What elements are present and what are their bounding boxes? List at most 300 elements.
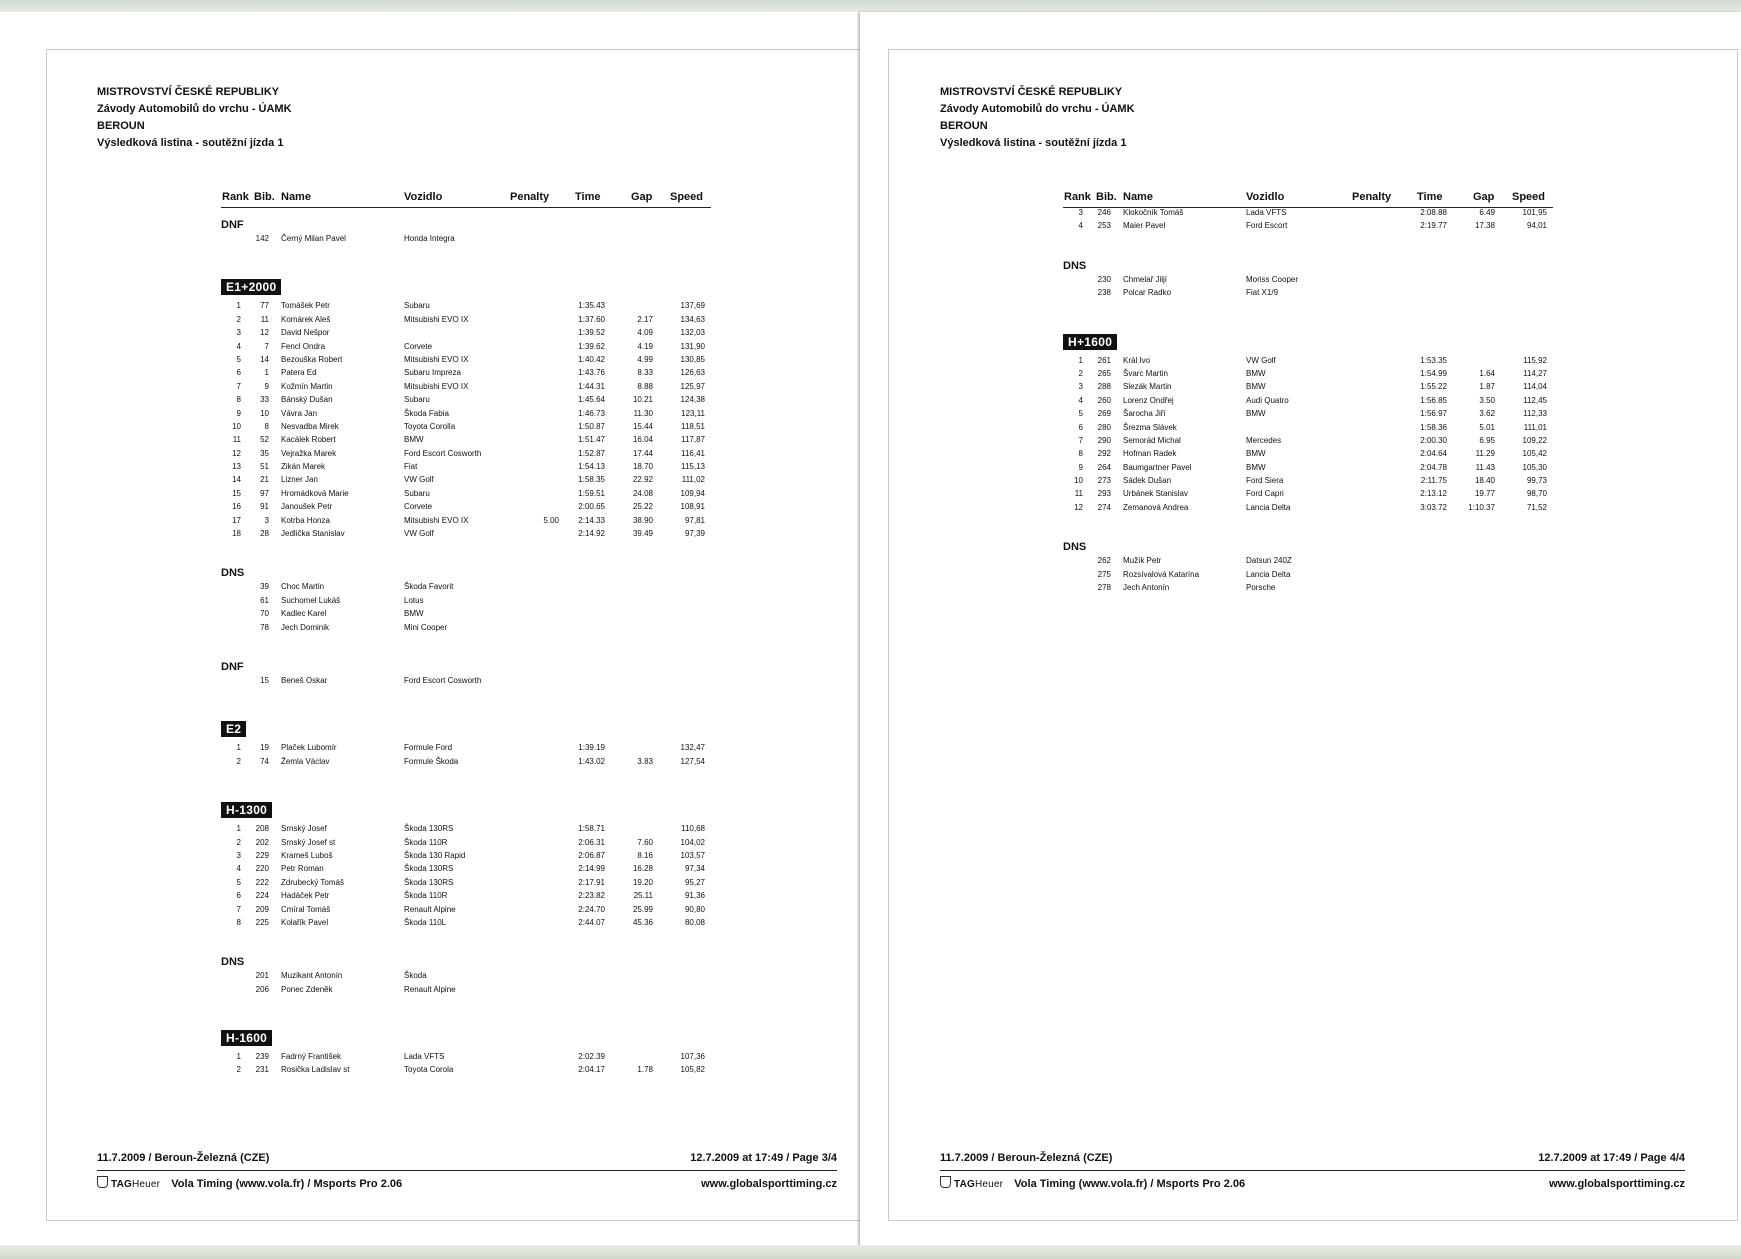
bib-cell: 275 — [1097, 569, 1111, 579]
time-cell: 1:43.02 — [578, 756, 605, 766]
scan-background-bottom — [0, 1245, 1741, 1259]
vehicle-cell: Renault Alpine — [404, 904, 456, 914]
table-row — [221, 368, 711, 381]
vehicle-cell: Subaru — [404, 395, 430, 405]
speed-cell: 105,42 — [1522, 449, 1547, 459]
name-cell: Baumgartner Pavel — [1123, 462, 1192, 472]
status-heading: DNF — [221, 660, 244, 673]
name-cell: Kadlec Karel — [281, 609, 327, 619]
table-row — [1063, 382, 1553, 395]
table-row — [1063, 369, 1553, 382]
table-row — [221, 516, 711, 529]
name-cell: Zemanová Andrea — [1123, 502, 1189, 512]
bib-cell: 8 — [264, 421, 269, 431]
table-row — [221, 234, 711, 247]
time-cell: 2:19.77 — [1420, 221, 1447, 231]
table-row — [221, 382, 711, 395]
col-speed: Speed — [1512, 191, 1546, 203]
bib-cell: 224 — [255, 891, 269, 901]
name-cell: Hofman Radek — [1123, 449, 1177, 459]
col-time: Time — [1417, 191, 1443, 203]
footer-event-date: 11.7.2009 / Beroun-Železná (CZE) — [940, 1152, 1113, 1164]
footer-rule — [940, 1170, 1685, 1171]
table-row — [1063, 275, 1553, 288]
speed-cell: 112,45 — [1523, 395, 1547, 405]
time-cell: 2:14.33 — [578, 515, 605, 525]
col-rank: Rank — [222, 191, 249, 203]
rank-cell: 5 — [1078, 409, 1083, 419]
bib-cell: 19 — [260, 743, 269, 753]
time-cell: 2:44.07 — [578, 917, 605, 927]
rank-cell: 3 — [1078, 382, 1083, 392]
gap-cell: 1:10.37 — [1468, 502, 1495, 512]
bib-cell: 209 — [255, 904, 269, 914]
vehicle-cell: Ford Escort — [1246, 221, 1288, 231]
table-row — [221, 743, 711, 756]
block-spacer — [221, 636, 711, 650]
speed-cell: 115,13 — [681, 462, 705, 472]
event-title: Závody Automobilů do vrchu - ÚAMK — [940, 103, 1135, 115]
name-cell: Ponec Zdeněk — [281, 984, 333, 994]
table-row — [221, 905, 711, 918]
name-cell: Suchomel Lukáš — [281, 595, 341, 605]
table-row — [1063, 436, 1553, 449]
table-row — [221, 449, 711, 462]
gap-cell: 11.43 — [1475, 462, 1495, 472]
class-badge: H+1600 — [1063, 334, 1117, 350]
time-cell: 1:37.60 — [578, 314, 605, 324]
col-vehicle: Vozidlo — [1246, 191, 1285, 203]
block-spacer — [1063, 235, 1553, 249]
time-cell: 2:14.99 — [578, 864, 605, 874]
bib-cell: 97 — [260, 488, 269, 498]
bib-cell: 52 — [260, 435, 269, 445]
results-title: Výsledková listina - soutěžní jízda 1 — [97, 137, 284, 149]
speed-cell: 110,68 — [681, 824, 705, 834]
speed-cell: 112,33 — [1523, 409, 1547, 419]
table-row — [1063, 396, 1553, 409]
vehicle-cell: Ford Siera — [1246, 476, 1284, 486]
vehicle-cell: Toyota Corola — [404, 1065, 454, 1075]
gap-cell: 18.70 — [632, 462, 653, 472]
gap-cell: 45.36 — [632, 917, 653, 927]
time-cell: 2:11.75 — [1420, 476, 1447, 486]
rank-cell: 1 — [236, 824, 241, 834]
table-row — [221, 623, 711, 636]
vehicle-cell: Mitsubishi EVO IX — [404, 354, 469, 364]
rank-cell: 11 — [232, 435, 241, 445]
time-cell: 1:39.19 — [578, 743, 605, 753]
gap-cell: 8.16 — [637, 850, 653, 860]
bib-cell: 12 — [260, 328, 269, 338]
vehicle-cell: Škoda 110L — [404, 917, 447, 927]
vehicle-cell: BMW — [1246, 462, 1266, 472]
rank-cell: 1 — [236, 301, 241, 311]
rank-cell: 1 — [236, 743, 241, 753]
bib-cell: 201 — [255, 971, 269, 981]
name-cell: Vávra Jan — [281, 408, 318, 418]
vehicle-cell: Corvete — [404, 502, 433, 512]
rank-cell: 10 — [1074, 476, 1083, 486]
rank-cell: 6 — [236, 891, 241, 901]
table-row — [1063, 503, 1553, 516]
table-row — [1063, 409, 1553, 422]
bib-cell: 35 — [260, 448, 269, 458]
bib-cell: 261 — [1097, 355, 1111, 365]
bib-cell: 262 — [1097, 556, 1111, 566]
table-row — [221, 395, 711, 408]
results-page-3 — [0, 12, 873, 1247]
gap-cell: 3.83 — [637, 756, 653, 766]
gap-cell: 8.33 — [637, 368, 653, 378]
table-row — [1063, 221, 1553, 234]
table-row — [221, 864, 711, 877]
col-gap: Gap — [1473, 191, 1495, 203]
table-row — [221, 342, 711, 355]
status-heading: DNS — [1063, 259, 1087, 272]
vehicle-cell: Lancia Delta — [1246, 569, 1291, 579]
event-location: BEROUN — [97, 120, 145, 132]
time-cell: 1:50.87 — [578, 421, 605, 431]
speed-cell: 105,82 — [680, 1065, 705, 1075]
bib-cell: 91 — [260, 502, 269, 512]
bib-cell: 260 — [1097, 395, 1111, 405]
name-cell: Mužík Petr — [1123, 556, 1162, 566]
name-cell: Kolařík Pavel — [281, 917, 329, 927]
speed-cell: 103,57 — [680, 850, 705, 860]
name-cell: Slezák Martin — [1123, 382, 1172, 392]
page-header — [940, 84, 1135, 152]
bib-cell: 74 — [260, 756, 269, 766]
vehicle-cell: Toyota Corolla — [404, 421, 456, 431]
col-name: Name — [281, 191, 311, 203]
footer-print-info: 12.7.2009 at 17:49 / Page 3/4 — [690, 1152, 837, 1164]
gap-cell: 39.49 — [632, 529, 653, 539]
rank-cell: 6 — [236, 368, 241, 378]
class-badge: H-1300 — [221, 802, 272, 818]
speed-cell: 94,01 — [1526, 221, 1547, 231]
col-penalty: Penalty — [1352, 191, 1392, 203]
name-cell: Semorád Michal — [1123, 435, 1181, 445]
col-bib: Bib. — [254, 191, 275, 203]
footer-print-info: 12.7.2009 at 17:49 / Page 4/4 — [1538, 1152, 1685, 1164]
speed-cell: 80,08 — [684, 917, 705, 927]
speed-cell: 130,85 — [680, 354, 705, 364]
bib-cell: 222 — [255, 877, 269, 887]
name-cell: Švarc Martin — [1123, 368, 1168, 378]
vehicle-cell: Škoda 130 Rapid — [404, 850, 466, 860]
bib-cell: 3 — [264, 515, 269, 525]
table-row — [221, 824, 711, 837]
vehicle-cell: BMW — [1246, 382, 1266, 392]
speed-cell: 114,04 — [1523, 382, 1547, 392]
footer-website: www.globalsporttiming.cz — [701, 1178, 837, 1190]
bib-cell: 288 — [1097, 382, 1111, 392]
name-cell: Sádek Dušan — [1123, 476, 1172, 486]
vehicle-cell: BMW — [1246, 409, 1266, 419]
vehicle-cell: Formule Škoda — [404, 756, 459, 766]
name-cell: Beneš Oskar — [281, 675, 328, 685]
time-cell: 1:39.62 — [578, 341, 605, 351]
name-cell: Muzikant Antonín — [281, 971, 343, 981]
speed-cell: 114,27 — [1523, 368, 1547, 378]
block-spacer — [221, 998, 711, 1012]
bib-cell: 14 — [260, 354, 269, 364]
table-row — [1063, 556, 1553, 569]
name-cell: Cmíral Tomáš — [281, 904, 331, 914]
championship-title: MISTROVSTVÍ ČESKÉ REPUBLIKY — [940, 86, 1123, 98]
vehicle-cell: Mini Cooper — [404, 622, 448, 632]
table-row — [221, 851, 711, 864]
speed-cell: 111,01 — [1523, 422, 1547, 432]
rank-cell: 8 — [236, 395, 241, 405]
time-cell: 2:02.39 — [578, 1052, 605, 1062]
vehicle-cell: Datsun 240Z — [1246, 556, 1292, 566]
rank-cell: 4 — [236, 341, 241, 351]
bib-cell: 142 — [255, 234, 269, 243]
gap-cell: 38.90 — [632, 515, 653, 525]
name-cell: Zdrubecký Tomáš — [281, 877, 344, 887]
table-row — [221, 985, 711, 998]
vehicle-cell: Subaru Impreza — [404, 368, 461, 378]
bib-cell: 77 — [260, 301, 269, 311]
speed-cell: 126,63 — [680, 368, 705, 378]
name-cell: Šrezma Slávek — [1123, 422, 1177, 432]
table-row — [221, 878, 711, 891]
rank-cell: 14 — [232, 475, 241, 485]
speed-cell: 108,91 — [680, 502, 705, 512]
gap-cell: 25.11 — [633, 891, 653, 901]
results-blocks — [1063, 208, 1553, 596]
rank-cell: 17 — [232, 515, 241, 525]
table-row — [1063, 356, 1553, 369]
gap-cell: 3.50 — [1479, 395, 1495, 405]
name-cell: Maier Pavel — [1123, 221, 1166, 231]
speed-cell: 124,38 — [680, 395, 705, 405]
bib-cell: 28 — [260, 529, 269, 539]
bib-cell: 239 — [255, 1052, 269, 1062]
name-cell: Lizner Jan — [281, 475, 318, 485]
rank-cell: 2 — [236, 756, 241, 766]
vehicle-cell: Škoda — [404, 971, 427, 981]
time-cell: 2:06.87 — [578, 850, 605, 860]
timing-credit: Vola Timing (www.vola.fr) / Msports Pro 2.06 — [1014, 1178, 1246, 1190]
block-spacer — [1063, 302, 1553, 316]
speed-cell: 95,27 — [684, 877, 705, 887]
shield-icon — [97, 1176, 108, 1188]
time-cell: 3:03.72 — [1420, 502, 1447, 512]
speed-cell: 109,22 — [1522, 435, 1547, 445]
time-cell: 1:54.13 — [578, 462, 605, 472]
time-cell: 2:06.31 — [578, 837, 605, 847]
bib-cell: 280 — [1097, 422, 1111, 432]
gap-cell: 11.30 — [633, 408, 653, 418]
rank-cell: 1 — [236, 1052, 241, 1062]
results-title: Výsledková listina - soutěžní jízda 1 — [940, 137, 1127, 149]
championship-title: MISTROVSTVÍ ČESKÉ REPUBLIKY — [97, 86, 280, 98]
bib-cell: 265 — [1097, 368, 1111, 378]
table-row — [1063, 570, 1553, 583]
name-cell: Plaček Lubomír — [281, 743, 337, 753]
rank-cell: 4 — [1078, 221, 1083, 231]
name-cell: Vejražka Marek — [281, 448, 337, 458]
name-cell: Kožmín Martin — [281, 381, 333, 391]
rank-cell: 4 — [236, 864, 241, 874]
speed-cell: 97,39 — [684, 529, 705, 539]
speed-cell: 117,87 — [681, 435, 705, 445]
time-cell: 2:23.82 — [578, 891, 605, 901]
time-cell: 1:56.85 — [1420, 395, 1447, 405]
table-header — [1063, 190, 1553, 208]
timing-credit: Vola Timing (www.vola.fr) / Msports Pro 2.06 — [171, 1178, 403, 1190]
table-row — [221, 609, 711, 622]
rank-cell: 7 — [1078, 435, 1083, 445]
name-cell: Jech Antonín — [1123, 583, 1170, 593]
class-badge: E1+2000 — [221, 279, 281, 295]
block-spacer — [1063, 516, 1553, 530]
name-cell: Jech Dominik — [281, 622, 330, 632]
bib-cell: 253 — [1097, 221, 1111, 231]
gap-cell: 16.04 — [632, 435, 653, 445]
vehicle-cell: Škoda 110R — [404, 891, 448, 901]
name-cell: Král Ivo — [1123, 355, 1151, 365]
speed-cell: 132,47 — [680, 743, 705, 753]
bib-cell: 15 — [260, 675, 269, 685]
col-gap: Gap — [631, 191, 653, 203]
vehicle-cell: Porsche — [1246, 583, 1276, 593]
name-cell: Patera Ed — [281, 368, 317, 378]
time-cell: 1:44.31 — [578, 381, 605, 391]
rank-cell: 2 — [1078, 368, 1083, 378]
table-row — [221, 676, 711, 689]
vehicle-cell: Lada VFTS — [404, 1052, 445, 1062]
rank-cell: 8 — [1078, 449, 1083, 459]
name-cell: Kacálek Robert — [281, 435, 336, 445]
shield-icon — [940, 1176, 951, 1188]
gap-cell: 4.19 — [637, 341, 653, 351]
footer-rule — [97, 1170, 837, 1171]
table-row — [221, 582, 711, 595]
speed-cell: 97,81 — [684, 515, 705, 525]
vehicle-cell: Fiat X1/9 — [1246, 288, 1279, 298]
table-row — [221, 918, 711, 931]
time-cell: 2:24.70 — [578, 904, 605, 914]
rank-cell: 18 — [232, 529, 241, 539]
table-row — [1063, 476, 1553, 489]
time-cell: 2:13.12 — [1420, 489, 1447, 499]
block-spacer — [221, 931, 711, 945]
gap-cell: 19.77 — [1474, 489, 1495, 499]
table-row — [221, 328, 711, 341]
time-cell: 1:55.22 — [1420, 382, 1447, 392]
table-row — [1063, 288, 1553, 301]
time-cell: 2:00.30 — [1420, 435, 1447, 445]
name-cell: Nesvadba Mirek — [281, 421, 339, 431]
vehicle-cell: Ford Escort Cosworth — [404, 448, 482, 458]
vehicle-cell: Škoda 130RS — [404, 824, 454, 834]
rank-cell: 12 — [1074, 502, 1083, 512]
bib-cell: 7 — [264, 341, 269, 351]
time-cell: 1:54.99 — [1420, 368, 1447, 378]
table-row — [221, 1065, 711, 1078]
class-badge: E2 — [221, 721, 246, 737]
gap-cell: 4.99 — [637, 354, 653, 364]
name-cell: Polcar Radko — [1123, 288, 1172, 298]
vehicle-cell: BMW — [1246, 368, 1266, 378]
speed-cell: 101,95 — [1522, 208, 1547, 217]
table-row — [221, 1052, 711, 1065]
footer-timing — [97, 1176, 402, 1190]
gap-cell: 1.78 — [637, 1065, 653, 1075]
table-row — [221, 891, 711, 904]
vehicle-cell: Škoda Fabia — [404, 408, 449, 418]
time-cell: 1:59.51 — [578, 488, 605, 498]
rank-cell: 5 — [236, 877, 241, 887]
vehicle-cell: Škoda Favorit — [404, 582, 454, 592]
status-heading: DNS — [221, 567, 245, 580]
vehicle-cell: Mercedes — [1246, 435, 1282, 445]
rank-cell: 8 — [236, 917, 241, 927]
gap-cell: 25.22 — [632, 502, 653, 512]
block-spacer — [221, 689, 711, 703]
table-row — [221, 462, 711, 475]
time-cell: 1:43.76 — [578, 368, 605, 378]
bib-cell: 21 — [260, 475, 269, 485]
vehicle-cell: BMW — [1246, 449, 1266, 459]
speed-cell: 91,36 — [684, 891, 705, 901]
time-cell: 1:39.52 — [578, 328, 605, 338]
page-header — [97, 84, 292, 152]
speed-cell: 105,30 — [1522, 462, 1547, 472]
speed-cell: 71,52 — [1526, 502, 1547, 512]
rank-cell: 5 — [236, 354, 241, 364]
vehicle-cell: Audi Quatro — [1246, 395, 1289, 405]
vehicle-cell: Renault Alpine — [404, 984, 456, 994]
time-cell: 2:04.17 — [578, 1065, 605, 1075]
name-cell: Urbánek Stanislav — [1123, 489, 1188, 499]
bib-cell: 225 — [255, 917, 269, 927]
time-cell: 1:58.35 — [578, 475, 605, 485]
bib-cell: 278 — [1097, 583, 1111, 593]
speed-cell: 134,63 — [680, 314, 705, 324]
time-cell: 1:52.87 — [578, 448, 605, 458]
name-cell: Petr Roman — [281, 864, 324, 874]
bib-cell: 290 — [1097, 435, 1111, 445]
class-badge: H-1600 — [221, 1030, 272, 1046]
status-heading: DNF — [221, 219, 244, 231]
rank-cell: 16 — [232, 502, 241, 512]
name-cell: Kotrba Honza — [281, 515, 330, 525]
rank-cell: 3 — [236, 328, 241, 338]
bib-cell: 238 — [1097, 288, 1111, 298]
gap-cell: 2.17 — [637, 314, 653, 324]
vehicle-cell: Lancia Delta — [1246, 502, 1291, 512]
time-cell: 2:17.91 — [578, 877, 605, 887]
name-cell: Klokočník Tomáš — [1123, 208, 1184, 217]
rank-cell: 7 — [236, 381, 241, 391]
gap-cell: 19.20 — [632, 877, 653, 887]
rank-cell: 3 — [1078, 208, 1083, 217]
time-cell: 2:04.78 — [1420, 462, 1447, 472]
rank-cell: 15 — [232, 488, 241, 498]
time-cell: 1:45.64 — [578, 395, 605, 405]
vehicle-cell: Honda Integra — [404, 234, 455, 243]
table-row — [1063, 423, 1553, 436]
speed-cell: 116,41 — [681, 448, 705, 458]
col-bib: Bib. — [1096, 191, 1117, 203]
vehicle-cell: VW Golf — [1246, 355, 1276, 365]
name-cell: Bánský Dušan — [281, 395, 333, 405]
